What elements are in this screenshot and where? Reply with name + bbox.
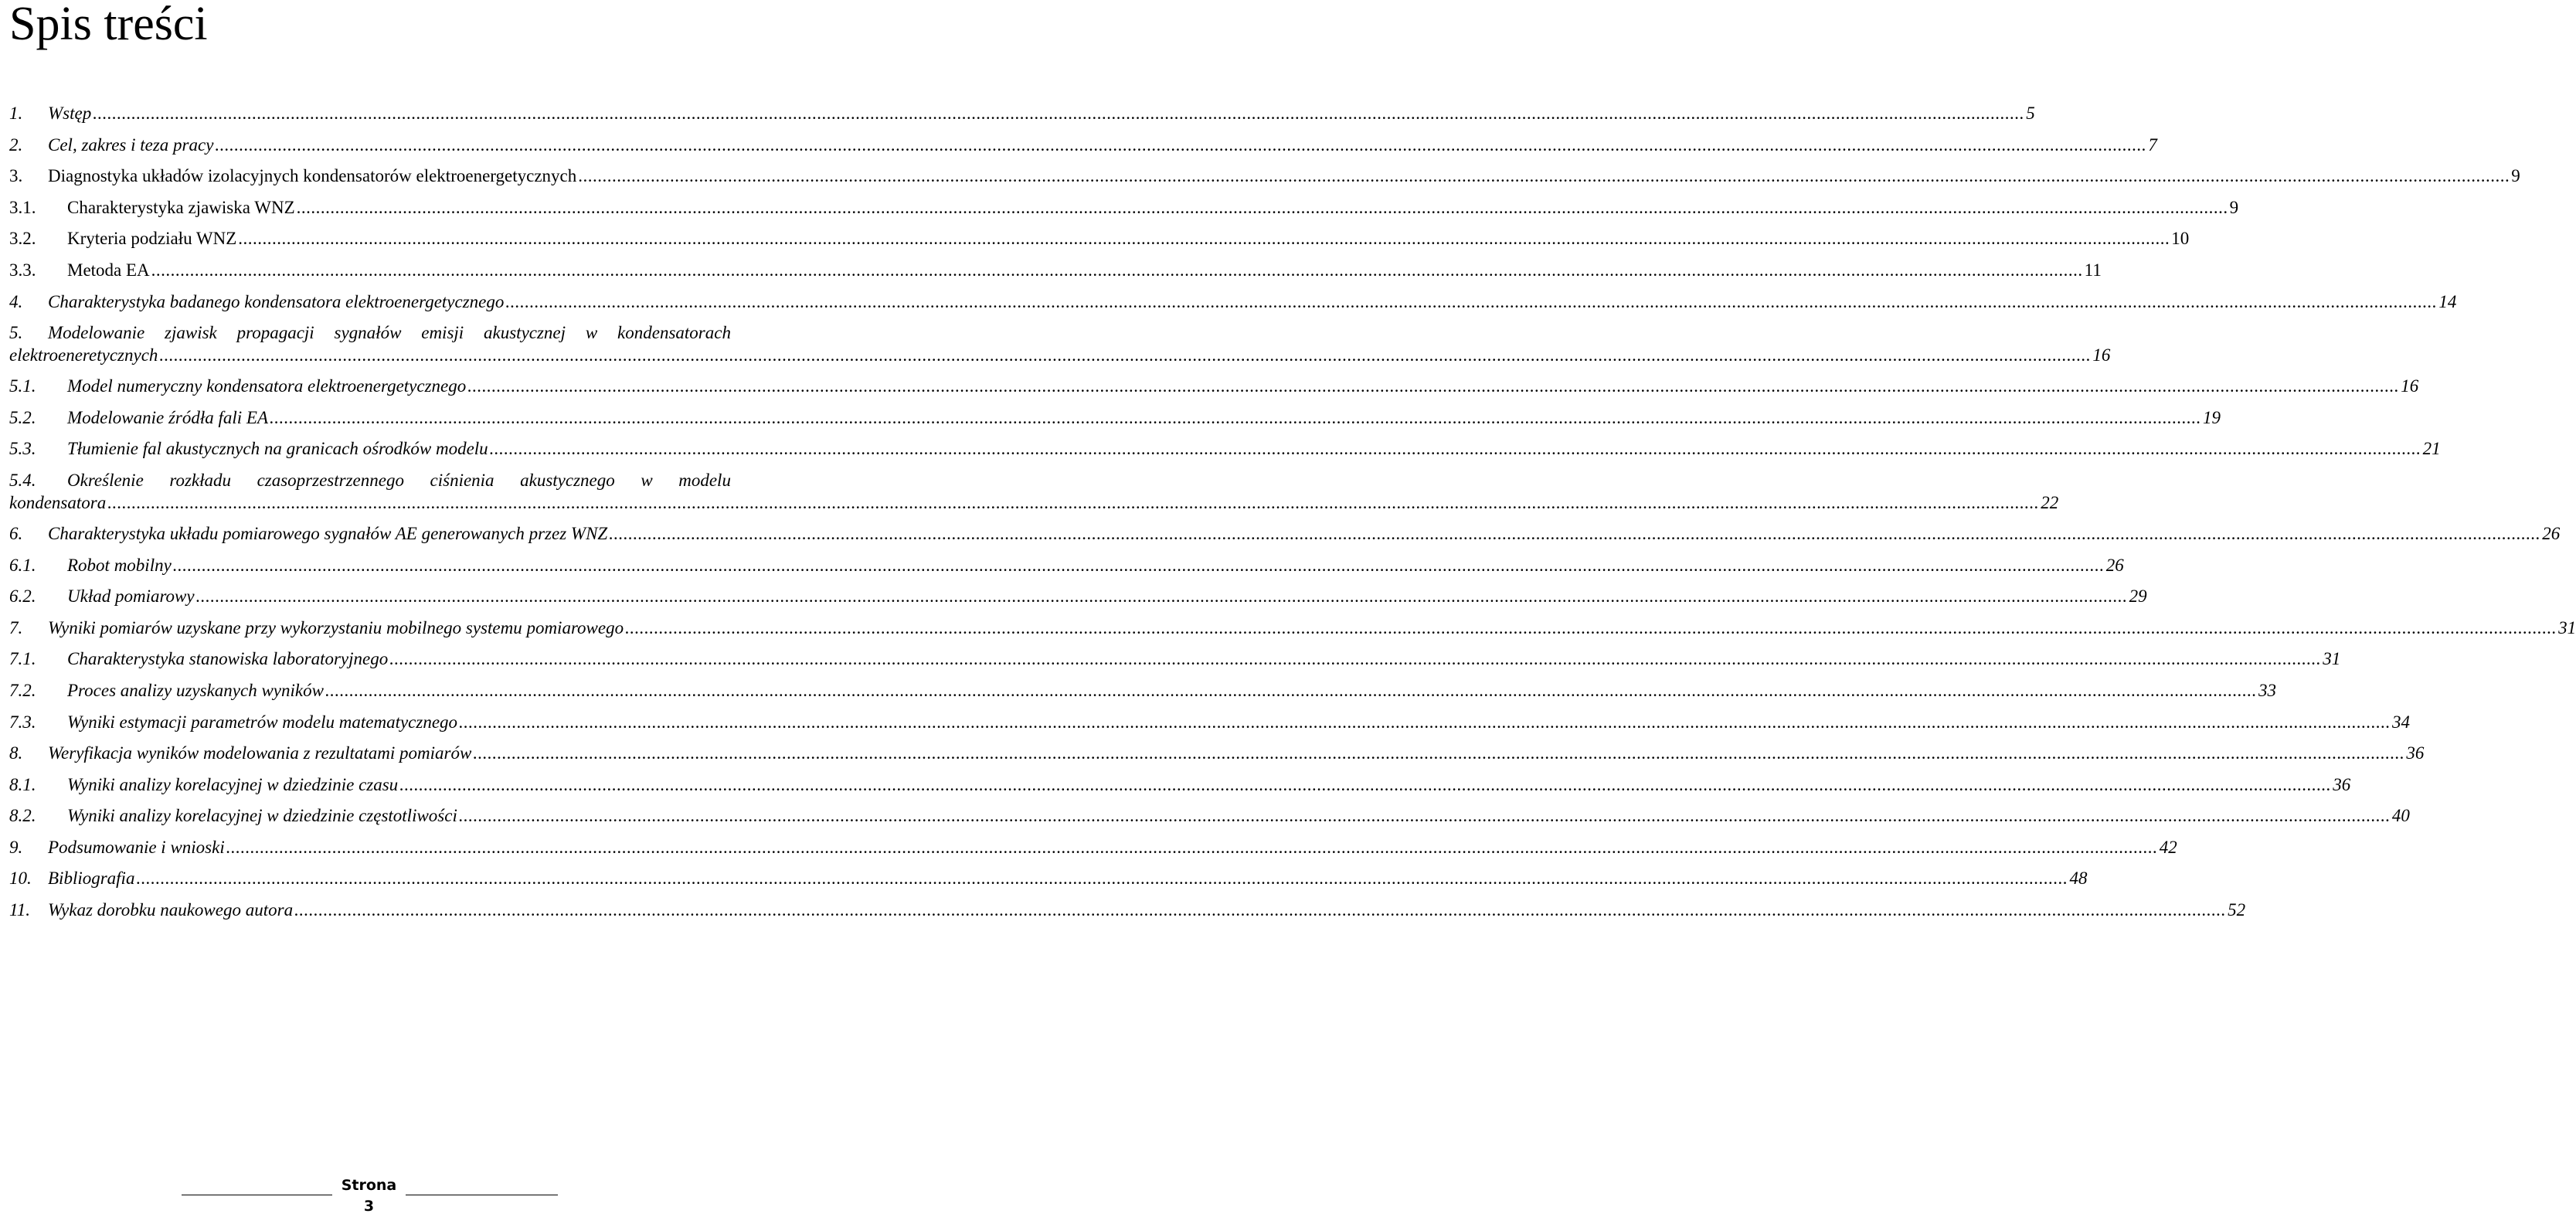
- toc-entry-line: [9, 583, 2147, 610]
- toc-entry-word: rozkładu: [169, 470, 231, 490]
- toc-entry-title-line2: kondensatora: [9, 492, 107, 512]
- toc-entry-leader-dots: ................................................................................................................................................................................................................................................................................................................................................................................................................: [195, 586, 2128, 607]
- toc-entry[interactable]: [9, 521, 2561, 552]
- toc-entry-leader-dots: ................................................................................................................................................................................................................................................................................................................................................................................................................: [172, 555, 2105, 575]
- toc-entry-title: Weryfikacja wyników modelowania z rezultatami pomiarów: [48, 743, 472, 763]
- toc-entry-leader-dots: ................................................................................................................................................................................................................................................................................................................................................................................................................: [467, 376, 2400, 396]
- toc-entry-page: 11: [2084, 260, 2102, 280]
- toc-entry-leader-dots: ................................................................................................................................................................................................................................................................................................................................................................................................................: [107, 492, 2040, 512]
- toc-entry[interactable]: [9, 552, 2124, 584]
- toc-entry-page: 14: [2438, 291, 2457, 311]
- toc-entry-leader-dots: ................................................................................................................................................................................................................................................................................................................................................................................................................: [458, 806, 2391, 826]
- toc-entry-title: Wyniki estymacji parametrów modelu matematycznego: [67, 712, 458, 732]
- toc-entry-number: 3.: [9, 166, 23, 186]
- toc-entry-title: Diagnostyka układów izolacyjnych kondensatorów elektroenergetycznych: [48, 166, 577, 186]
- toc-entry-page: 16: [2092, 345, 2111, 365]
- footer-page-number: 3: [363, 1198, 375, 1215]
- toc-entry-line: [9, 521, 2561, 547]
- toc-entry-page: 33: [2258, 680, 2276, 700]
- toc-entry-title: Wyniki pomiarów uzyskane przy wykorzystaniu mobilnego systemu pomiarowego: [48, 617, 624, 637]
- toc-entry-number: 7.3.: [9, 712, 36, 732]
- toc-entry-word: zjawisk: [165, 323, 217, 343]
- toc-entry-title: Wyniki analizy korelacyjnej w dziedzinie częstotliwości: [67, 806, 457, 826]
- toc-entry-number: 8.: [9, 743, 23, 763]
- toc-entry-page: 31: [2558, 617, 2576, 637]
- toc-entry-leader-dots: ................................................................................................................................................................................................................................................................................................................................................................................................................: [389, 649, 2322, 669]
- toc-entry-word: kondensatorach: [617, 323, 731, 343]
- toc-entry-title: Wyniki analizy korelacyjnej w dziedzinie czasu: [67, 774, 399, 794]
- toc-entry-line: [9, 772, 2351, 798]
- toc-entry-line: [9, 646, 2341, 672]
- toc-entry-number: 11.: [9, 900, 31, 920]
- toc-entry-number: 6.: [9, 523, 23, 543]
- toc-entry-word: akustycznej: [484, 323, 566, 343]
- toc-entry-title: Cel, zakres i teza pracy: [48, 134, 214, 155]
- toc-entry-title: Kryteria podziału WNZ: [67, 229, 237, 249]
- toc-entry-leader-dots: ................................................................................................................................................................................................................................................................................................................................................................................................................: [270, 407, 2202, 427]
- toc-entry-title: Proces analizy uzyskanych wyników: [67, 680, 324, 700]
- toc-entry-number: 3.1.: [9, 197, 36, 217]
- toc-entry[interactable]: [9, 740, 2425, 772]
- toc-entry-number: 8.1.: [9, 774, 36, 794]
- toc-entry-title: Charakterystyka układu pomiarowego sygnałów AE generowanych przez WNZ: [48, 523, 608, 543]
- toc-entry-title: Charakterystyka zjawiska WNZ: [67, 197, 295, 217]
- toc-entry-word: propagacji: [236, 323, 314, 343]
- toc-entry-page: 19: [2203, 407, 2221, 427]
- toc-entry-title: Modelowanie źródła fali EA: [67, 407, 269, 427]
- toc-entry[interactable]: [9, 195, 2239, 226]
- toc-entry[interactable]: [9, 436, 2441, 467]
- toc-entry-leader-dots: ................................................................................................................................................................................................................................................................................................................................................................................................................: [93, 104, 2025, 123]
- toc-entry-line: [9, 552, 2124, 579]
- toc-entry-number: 9.: [9, 837, 23, 857]
- toc-entry-line: [9, 195, 2239, 221]
- toc-entry-line: [9, 803, 2410, 829]
- toc-entry-leader-dots: ................................................................................................................................................................................................................................................................................................................................................................................................................: [159, 345, 2092, 365]
- toc-entry-line: [9, 373, 2419, 399]
- toc-entry-word: Modelowanie: [48, 323, 145, 343]
- toc-entry-line: [9, 865, 2088, 892]
- toc-entry-title: Charakterystyka badanego kondensatora elektroenergetycznego: [48, 291, 505, 311]
- toc-entry-title: Robot mobilny: [67, 555, 172, 575]
- toc-entry-title: Metoda EA: [67, 260, 150, 280]
- toc-entry-word: w: [585, 323, 598, 343]
- footer-label: Strona: [341, 1177, 397, 1194]
- toc-entry[interactable]: [9, 163, 2520, 195]
- toc-entry-leader-dots: ................................................................................................................................................................................................................................................................................................................................................................................................................: [473, 743, 2405, 763]
- toc-entry-page: 48: [2069, 869, 2088, 889]
- toc-entry-title: Wstęp: [48, 104, 92, 123]
- toc-entry-line: [9, 163, 2520, 189]
- page-title: Spis treści: [9, 0, 208, 50]
- page-footer: [332, 1175, 406, 1217]
- toc-entry[interactable]: [9, 803, 2410, 835]
- toc-entry-number: 5.1.: [9, 376, 36, 396]
- toc-entry[interactable]: [9, 257, 2102, 289]
- toc-entry-title-line2: elektroeneretycznych: [9, 345, 158, 365]
- toc-entry-page: 36: [2333, 774, 2351, 794]
- toc-entry-leader-dots: ................................................................................................................................................................................................................................................................................................................................................................................................................: [294, 900, 2227, 920]
- toc-entry-leader-dots: ................................................................................................................................................................................................................................................................................................................................................................................................................: [609, 523, 2541, 543]
- toc-entry-number: 6.1.: [9, 555, 36, 575]
- toc-entry-line: [9, 678, 2276, 704]
- toc-entry-page: 22: [2041, 492, 2059, 512]
- toc-entry-word: w: [641, 470, 653, 490]
- toc-entry[interactable]: [9, 467, 2059, 521]
- toc-entry-number: 8.2.: [9, 806, 36, 826]
- toc-entry-page: 10: [2171, 229, 2190, 249]
- toc-entry-line: [9, 740, 2425, 767]
- toc-entry-leader-dots: ................................................................................................................................................................................................................................................................................................................................................................................................................: [136, 869, 2068, 889]
- toc-entry-line: [9, 226, 2190, 252]
- toc-entry-page: 42: [2159, 837, 2177, 857]
- toc-entry-leader-dots: ................................................................................................................................................................................................................................................................................................................................................................................................................: [625, 617, 2557, 637]
- toc-entry-line: [9, 615, 2576, 641]
- toc-entry-number: 6.2.: [9, 586, 36, 607]
- toc-entry-title: Podsumowanie i wnioski: [48, 837, 225, 857]
- toc-entry[interactable]: [9, 100, 2035, 132]
- toc-entry-page: 16: [2401, 376, 2419, 396]
- toc-entry-number: 3.2.: [9, 229, 36, 249]
- toc-entry-leader-dots: ................................................................................................................................................................................................................................................................................................................................................................................................................: [505, 291, 2438, 311]
- toc-entry-line: [9, 709, 2411, 736]
- toc-entry-leader-dots: ................................................................................................................................................................................................................................................................................................................................................................................................................: [578, 166, 2510, 186]
- toc-entry-number: 5.4.: [9, 470, 36, 490]
- toc-entry-line2: [9, 345, 2111, 373]
- toc-entry-page: 52: [2228, 900, 2246, 920]
- toc-entry[interactable]: [9, 709, 2411, 741]
- toc-entry-leader-dots: ................................................................................................................................................................................................................................................................................................................................................................................................................: [226, 837, 2158, 857]
- toc-entry-leader-dots: ................................................................................................................................................................................................................................................................................................................................................................................................................: [296, 197, 2228, 217]
- toc-entry[interactable]: [9, 405, 2221, 437]
- toc-entry-page: 26: [2105, 555, 2124, 575]
- toc-entry[interactable]: [9, 373, 2419, 405]
- toc-entry-line: [9, 257, 2102, 284]
- toc-entry-line: [9, 405, 2221, 431]
- toc-entry-number: 5.3.: [9, 439, 36, 459]
- toc-entry-word: sygnałów: [334, 323, 402, 343]
- toc-entry-page: 34: [2392, 712, 2411, 732]
- toc-entry[interactable]: [9, 615, 2576, 647]
- toc-entry-leader-dots: ................................................................................................................................................................................................................................................................................................................................................................................................................: [325, 680, 2257, 700]
- toc-entry-number: 5.2.: [9, 407, 36, 427]
- toc-entry-leader-dots: ................................................................................................................................................................................................................................................................................................................................................................................................................: [459, 712, 2391, 732]
- toc-entry-word: Określenie: [67, 470, 144, 490]
- toc-entry-number: 5.: [9, 323, 23, 343]
- toc-entry[interactable]: [9, 678, 2276, 709]
- toc-entry[interactable]: [9, 132, 2157, 164]
- toc-entry-word: modelu: [678, 470, 731, 490]
- toc-entry-title: Układ pomiarowy: [67, 586, 195, 607]
- toc-entry-page: 7: [2148, 134, 2157, 155]
- toc-entry[interactable]: [9, 835, 2177, 866]
- toc-entry-title: Model numeryczny kondensatora elektroenergetycznego: [67, 376, 467, 396]
- toc-entry-page: 36: [2406, 743, 2425, 763]
- toc-entry-line2: [9, 492, 2059, 521]
- toc-entry-page: 5: [2026, 104, 2035, 123]
- toc-entry[interactable]: [9, 772, 2351, 804]
- toc-entry-page: 31: [2323, 649, 2341, 669]
- toc-entry[interactable]: [9, 289, 2457, 321]
- toc-entry-title-line1: [48, 320, 731, 345]
- toc-entry-number: 7.: [9, 617, 23, 637]
- toc-entry[interactable]: [9, 865, 2088, 897]
- toc-entry-line1: [9, 320, 731, 345]
- toc-entry-number: 2.: [9, 134, 23, 155]
- toc-entry[interactable]: [9, 897, 2246, 929]
- toc-entry-line: [9, 436, 2441, 462]
- toc-entry-page: 9: [2511, 166, 2520, 186]
- toc-entry-number: 3.3.: [9, 260, 36, 280]
- toc-entry-title: Bibliografia: [48, 869, 135, 889]
- toc-entry[interactable]: [9, 226, 2190, 257]
- toc-entry-number: 7.1.: [9, 649, 36, 669]
- toc-entry-word: ciśnienia: [430, 470, 494, 490]
- toc-entry-word: emisji: [421, 323, 464, 343]
- toc-entry-leader-dots: ................................................................................................................................................................................................................................................................................................................................................................................................................: [215, 134, 2147, 155]
- toc-entry[interactable]: [9, 583, 2147, 615]
- toc-entry[interactable]: [9, 646, 2341, 678]
- toc-entry-line: [9, 100, 2035, 127]
- toc-entry-number: 1.: [9, 104, 23, 123]
- toc-entry-title-line1: [67, 467, 731, 493]
- toc-entry-leader-dots: ................................................................................................................................................................................................................................................................................................................................................................................................................: [151, 260, 2083, 280]
- toc-entry-title: Charakterystyka stanowiska laboratoryjnego: [67, 649, 389, 669]
- toc-entry-title: Wykaz dorobku naukowego autora: [48, 900, 294, 920]
- toc-entry-page: 40: [2391, 806, 2410, 826]
- toc-entry-leader-dots: ................................................................................................................................................................................................................................................................................................................................................................................................................: [399, 774, 2332, 794]
- toc-entry-line: [9, 835, 2177, 861]
- toc-entry-page: 26: [2542, 523, 2561, 543]
- toc-entry-page: 29: [2129, 586, 2147, 607]
- toc-entry-line: [9, 897, 2246, 923]
- toc-entry-page: 9: [2229, 197, 2239, 217]
- table-of-contents: [9, 100, 2576, 929]
- toc-entry-page: 21: [2422, 439, 2441, 459]
- toc-entry-line: [9, 132, 2157, 158]
- toc-entry-line1: [9, 467, 731, 493]
- toc-entry-title: Tłumienie fal akustycznych na granicach ośrodków modelu: [67, 439, 488, 459]
- toc-entry-leader-dots: ................................................................................................................................................................................................................................................................................................................................................................................................................: [238, 229, 2170, 249]
- toc-entry-number: 7.2.: [9, 680, 36, 700]
- toc-entry[interactable]: [9, 320, 2111, 373]
- toc-entry-number: 10.: [9, 869, 32, 889]
- toc-entry-leader-dots: ................................................................................................................................................................................................................................................................................................................................................................................................................: [489, 439, 2421, 459]
- toc-entry-line: [9, 289, 2457, 315]
- toc-entry-number: 4.: [9, 291, 23, 311]
- toc-entry-word: czasoprzestrzennego: [257, 470, 404, 490]
- toc-entry-word: akustycznego: [520, 470, 615, 490]
